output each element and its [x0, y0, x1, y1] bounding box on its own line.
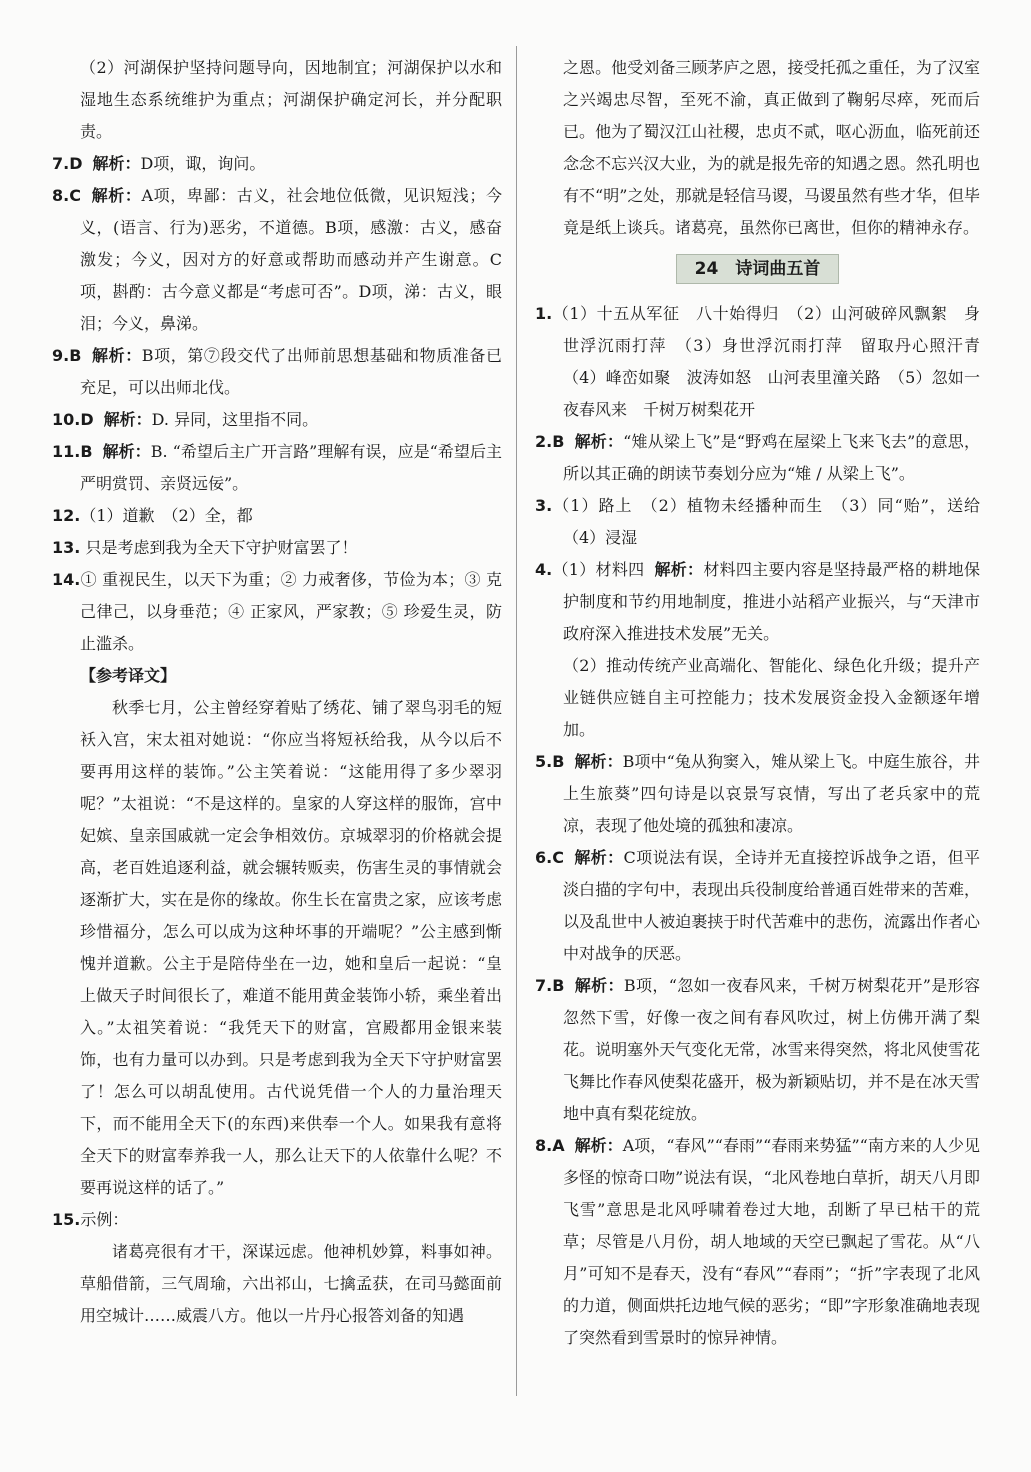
- answer-choice: B: [80, 442, 93, 461]
- reference-translation-text: 秋季七月，公主曾经穿着贴了绣花、铺了翠鸟羽毛的短袄入宫，宋太祖对她说：“你应当将短袄给我，从今以后不要再用这样的装饰。”公主笑着说：“这能用得了多少翠羽呢？”太祖说：“不是这样的。皇家的人穿这样的服饰，宫中妃嫔、皇亲国戚就一定会争相效仿。京城翠羽的价格就会提高，老百姓追逐利益，就会辗转贩卖，伤害生灵的事情就会逐渐扩大，实在是你的缘故。你生长在富贵之家，应该考虑珍惜福分，怎么可以成为这种坏事的开端呢？”公主感到惭愧并道歉。公主于是陪侍坐在一边，她和皇后一起说：“皇上做天子时间很长了，难道不能用黄金装饰小轿，乘坐着出入。”太祖笑着说：“我凭天下的财富，宫殿都用金银来装饰，也有力量可以办到。只是考虑到我为全天下守护财富罢了！怎么可以胡乱使用。古代说凭借一个人的力量治理天下，而不能用全天下(的东西)来供奉一个人。如果我有意将全天下的财富奉养我一人，那么让天下的人依靠什么呢？不要再说这样的话了。”: [80, 698, 502, 1197]
- analysis-text: B项，“忽如一夜春风来，千树万树梨花开”是形容忽然下雪，好像一夜之间有春风吹过，树上仿佛开满了梨花。说明塞外天气变化无常，冰雪来得突然，将北风使雪花飞舞比作春风使梨花盛开，极为新颖贴切，并不是在冰天雪地中真有梨花绽放。: [563, 976, 980, 1123]
- question-number: 1.: [535, 304, 553, 323]
- analysis-label: 解析：: [92, 154, 141, 173]
- poem-answer-2: [535, 426, 980, 490]
- answer-text: （1）十五从军征 八十始得归 （2）山河破碎风飘絮 身世浮沉雨打萍 （3）身世浮沉雨打萍 留取丹心照汗青 （4）峰峦如聚 波涛如怒 山河表里潼关路 （5）忽如一夜春风来 千树万树梨花开: [552, 304, 997, 419]
- analysis-text: D项，诹，询问。: [140, 154, 266, 173]
- answer-15-example: 诸葛亮很有才干，深谋远虑。他神机妙算，料事如神。草船借箭，三气周瑜，六出祁山，七擒孟获，在司马懿面前用空城计……威震八方。他以一片丹心报答刘备的知遇: [80, 1242, 502, 1325]
- question-number: 2.: [535, 432, 553, 451]
- analysis-label: 解析：: [654, 560, 704, 579]
- answer-choice: C: [552, 848, 564, 867]
- answer-text: （1）道歉 （2）全，都: [80, 506, 253, 525]
- analysis-text: C项说法有误，全诗并无直接控诉战争之语，但平淡白描的字句中，表现出兵役制度给普通百姓带来的苦难，以及乱世中人被迫裹挟于时代苦难中的悲伤，流露出作者心中对战争的厌恶。: [563, 848, 980, 963]
- poem-answer-1: [535, 298, 997, 426]
- poem-answer-5: [535, 746, 980, 842]
- question-number: 4.: [535, 560, 553, 579]
- answer-10: [52, 404, 502, 436]
- poem-answer-7: [535, 970, 980, 1130]
- answer-14: [52, 564, 502, 660]
- analysis-label: 解析：: [573, 848, 624, 867]
- poem-answer-4-2: （2）推动传统产业高端化、智能化、绿色化升级；提升产业链供应链自主可控能力；技术发展资金投入金额逐年增加。: [563, 656, 980, 739]
- question-number: 5.: [535, 752, 553, 771]
- answer-6-2: （2）河湖保护坚持问题导向，因地制宜；河湖保护以水和湿地生态系统维护为重点；河湖保护确定河长，并分配职责。: [80, 58, 502, 141]
- answer-9: [52, 340, 502, 404]
- question-number: 8.: [52, 186, 70, 205]
- answer-11: [52, 436, 502, 500]
- answer-choice: B: [552, 976, 565, 995]
- answer-choice: B: [69, 346, 82, 365]
- section-heading: [535, 254, 980, 284]
- answer-text: 只是考虑到我为全天下守护财富罢了！: [85, 538, 358, 557]
- question-number: 9.: [52, 346, 70, 365]
- answer-choice: D: [80, 410, 94, 429]
- answer-12: [52, 500, 502, 532]
- analysis-label: 解析：: [102, 442, 151, 461]
- answer-choice: B: [552, 432, 565, 451]
- answer-13: [52, 532, 502, 564]
- question-number: 14.: [52, 570, 81, 589]
- answer-15-continued: 之恩。他受刘备三顾茅庐之恩，接受托孤之重任，为了汉室之兴竭忠尽智，至死不渝，真正做到了鞠躬尽瘁，死而后已。他为了蜀汉江山社稷，忠贞不贰，呕心沥血，临死前还念念不忘兴汉大业，为的就是报先帝的知遇之恩。然孔明也有不“明”之处，那就是轻信马谡，马谡虽然有些才华，但毕竟是纸上谈兵。诸葛亮，虽然你已离世，但你的精神永存。: [563, 58, 980, 237]
- analysis-text: D. 异同，这里指不同。: [151, 410, 319, 429]
- answer-choice: B: [552, 752, 565, 771]
- poem-answer-3: [535, 490, 997, 554]
- right-column: [535, 52, 997, 1354]
- poem-answer-8: [535, 1130, 980, 1354]
- example-label: 示例：: [80, 1210, 129, 1229]
- analysis-text: B. “希望后主广开言路”理解有误，应是“希望后主严明赏罚、亲贤远佞”。: [80, 442, 502, 493]
- analysis-label: 解析：: [574, 976, 624, 995]
- analysis-text: B项，第⑦段交代了出师前思想基础和物质准备已充足，可以出师北伐。: [80, 346, 502, 397]
- reference-translation-title: 【参考译文】: [80, 666, 177, 685]
- answer-15: [52, 1204, 502, 1236]
- answer-choice: D: [69, 154, 83, 173]
- question-number: 13.: [52, 538, 81, 557]
- analysis-label: 解析：: [574, 1136, 623, 1155]
- analysis-label: 解析：: [574, 752, 623, 771]
- analysis-text: B项中“兔从狗窦入，雉从梁上飞。中庭生旅谷，井上生旅葵”四句诗是以哀景写哀情，写出了老兵家中的荒凉，表现了他处境的孤独和凄凉。: [563, 752, 980, 835]
- answer-text: ① 重视民生，以天下为重；② 力戒奢侈，节俭为本；③ 克己律己，以身垂范；④ 正家风，严家教；⑤ 珍爱生灵，防止滥杀。: [80, 570, 502, 653]
- analysis-label: 解析：: [574, 432, 624, 451]
- analysis-label: 解析：: [103, 410, 152, 429]
- answer-choice: A: [552, 1136, 565, 1155]
- question-number: 15.: [52, 1210, 81, 1229]
- poem-answer-6: [535, 842, 980, 970]
- analysis-label: 解析：: [90, 186, 142, 205]
- answer-8: [52, 180, 502, 340]
- answer-7: [52, 148, 502, 180]
- analysis-text: “雉从梁上飞”是“野鸡在屋梁上飞来飞去”的意思，所以其正确的朗读节奏划分应为“雉 / 从梁上飞”。: [563, 432, 980, 483]
- analysis-text: A项，“春风”“春雨”“春雨来势猛”“南方来的人少见多怪的惊奇口吻”说法有误，“北风卷地白草折，胡天八月即飞雪”意思是北风呼啸着卷过大地，刮断了早已枯干的荒草；尽管是八月份，胡人地域的天空已飘起了雪花。从“八月”可知不是春天，没有“春风”“春雨”；“折”字表现了北风的力道，侧面烘托边地气候的恶劣；“即”字形象准确地表现了突然看到雪景时的惊异神情。: [563, 1136, 980, 1347]
- question-number: 8.: [535, 1136, 553, 1155]
- question-number: 10.: [52, 410, 81, 429]
- left-column: [52, 52, 502, 1332]
- question-number: 6.: [535, 848, 553, 867]
- answer-choice: C: [69, 186, 81, 205]
- question-number: 3.: [535, 496, 553, 515]
- question-number: 7.: [52, 154, 70, 173]
- analysis-text: 材料四主要内容是坚持最严格的耕地保护制度和节约用地制度，推进小站稻产业振兴，与“天津市政府深入推进技术发展”无关。: [563, 560, 980, 643]
- question-number: 7.: [535, 976, 553, 995]
- answer-text: （1）材料四: [552, 560, 645, 579]
- question-number: 11.: [52, 442, 81, 461]
- analysis-text: A项，卑鄙：古义，社会地位低微，见识短浅；今义，(语言、行为)恶劣，不道德。B项，感激：古义，感奋激发；今义，因对方的好意或帮助而感动并产生谢意。C项，斟酌：古今意义都是“考虑可否”。D项，涕：古义，眼泪；今义，鼻涕。: [80, 186, 502, 333]
- question-number: 12.: [52, 506, 81, 525]
- answer-text: （1）路上 （2）植物未经播种而生 （3）同“贻”，送给 （4）浸湿: [552, 496, 997, 547]
- analysis-label: 解析：: [91, 346, 142, 365]
- poem-answer-4: [535, 554, 980, 650]
- section-title: 24 诗词曲五首: [676, 254, 840, 284]
- column-divider: [516, 46, 517, 1396]
